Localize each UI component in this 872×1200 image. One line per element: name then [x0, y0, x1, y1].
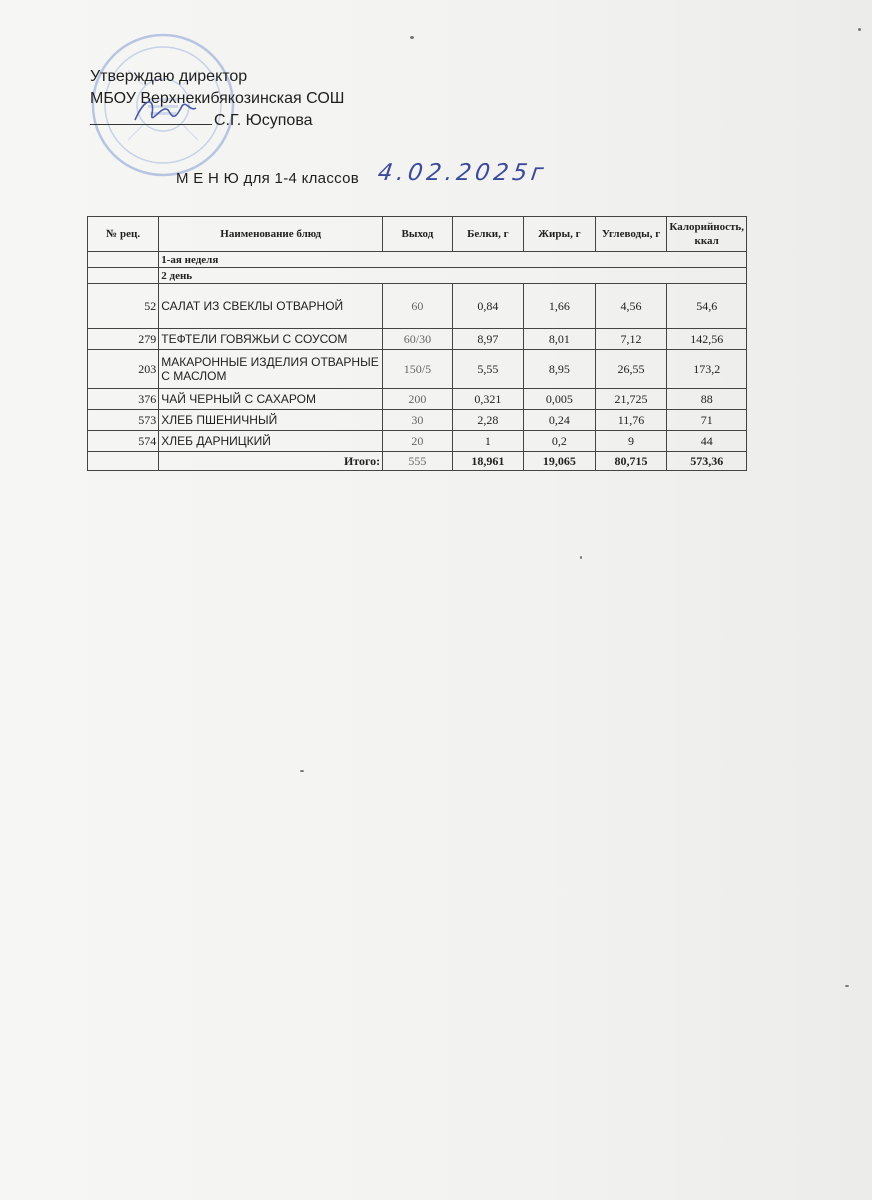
total-portion: 555: [383, 452, 452, 471]
header-portion: Выход: [383, 217, 452, 252]
week-row: [88, 252, 747, 268]
header-protein: Белки, г: [452, 217, 523, 252]
day-row: [88, 268, 747, 284]
protein: 1: [452, 431, 523, 452]
recipe-number: 574: [88, 431, 159, 452]
director-name: С.Г. Юсупова: [214, 112, 313, 129]
table-row: [88, 284, 747, 329]
scan-speck: [845, 985, 849, 987]
menu-title: М Е Н Ю для 1-4 классов: [176, 170, 360, 187]
carbs: 7,12: [595, 329, 667, 350]
day-empty-cell: [88, 268, 159, 284]
protein: 0,84: [452, 284, 523, 329]
calories: 44: [667, 431, 747, 452]
calories: 142,56: [667, 329, 747, 350]
scan-speck: [580, 556, 582, 559]
day-label: 2 день: [159, 268, 747, 284]
calories: 71: [667, 410, 747, 431]
approval-title: Утверждаю директор: [90, 68, 248, 85]
portion: 200: [383, 389, 452, 410]
total-empty-cell: [88, 452, 159, 471]
table-row: [88, 431, 747, 452]
fat: 8,01: [524, 329, 596, 350]
calories: 54,6: [667, 284, 747, 329]
director-signature-line: [90, 110, 344, 132]
table-row: [88, 350, 747, 389]
calories: 88: [667, 389, 747, 410]
recipe-number: 573: [88, 410, 159, 431]
table-header-row: [88, 217, 747, 252]
scan-speck: [300, 770, 304, 772]
protein: 5,55: [452, 350, 523, 389]
school-name: МБОУ Верхнекибякозинская СОШ: [90, 90, 345, 107]
fat: 8,95: [524, 350, 596, 389]
total-label: Итого:: [159, 452, 383, 471]
dish-name: ЧАЙ ЧЕРНЫЙ С САХАРОМ: [159, 389, 383, 410]
header-dish-name: Наименование блюд: [159, 217, 383, 252]
scan-speck: [858, 28, 861, 31]
dish-name: МАКАРОННЫЕ ИЗДЕЛИЯ ОТВАРНЫЕ С МАСЛОМ: [159, 350, 383, 389]
dish-name: САЛАТ ИЗ СВЕКЛЫ ОТВАРНОЙ: [159, 284, 383, 329]
dish-name: ТЕФТЕЛИ ГОВЯЖЬИ С СОУСОМ: [159, 329, 383, 350]
header-recipe-number: № рец.: [88, 217, 159, 252]
protein: 2,28: [452, 410, 523, 431]
recipe-number: 376: [88, 389, 159, 410]
protein: 8,97: [452, 329, 523, 350]
carbs: 4,56: [595, 284, 667, 329]
handwritten-signature: [130, 92, 200, 132]
calories: 173,2: [667, 350, 747, 389]
header-carbs: Углеводы, г: [595, 217, 667, 252]
portion: 60/30: [383, 329, 452, 350]
recipe-number: 279: [88, 329, 159, 350]
portion: 150/5: [383, 350, 452, 389]
carbs: 9: [595, 431, 667, 452]
total-calories: 573,36: [667, 452, 747, 471]
fat: 0,2: [524, 431, 596, 452]
fat: 1,66: [524, 284, 596, 329]
handwritten-date: 4.02.2025г: [376, 160, 549, 186]
portion: 20: [383, 431, 452, 452]
recipe-number: 203: [88, 350, 159, 389]
header-fat: Жиры, г: [524, 217, 596, 252]
portion: 60: [383, 284, 452, 329]
carbs: 21,725: [595, 389, 667, 410]
total-row: [88, 452, 747, 471]
portion: 30: [383, 410, 452, 431]
table-row: [88, 329, 747, 350]
fat: 0,005: [524, 389, 596, 410]
fat: 0,24: [524, 410, 596, 431]
scan-speck: [410, 36, 414, 39]
protein: 0,321: [452, 389, 523, 410]
dish-name: ХЛЕБ ПШЕНИЧНЫЙ: [159, 410, 383, 431]
header-calories: Калорийность, ккал: [667, 217, 747, 252]
total-carbs: 80,715: [595, 452, 667, 471]
carbs: 26,55: [595, 350, 667, 389]
recipe-number: 52: [88, 284, 159, 329]
dish-name: ХЛЕБ ДАРНИЦКИЙ: [159, 431, 383, 452]
carbs: 11,76: [595, 410, 667, 431]
week-label: 1-ая неделя: [159, 252, 747, 268]
week-empty-cell: [88, 252, 159, 268]
table-row: [88, 410, 747, 431]
menu-table: [87, 216, 747, 471]
approval-block: [90, 66, 344, 132]
total-fat: 19,065: [524, 452, 596, 471]
table-row: [88, 389, 747, 410]
total-protein: 18,961: [452, 452, 523, 471]
